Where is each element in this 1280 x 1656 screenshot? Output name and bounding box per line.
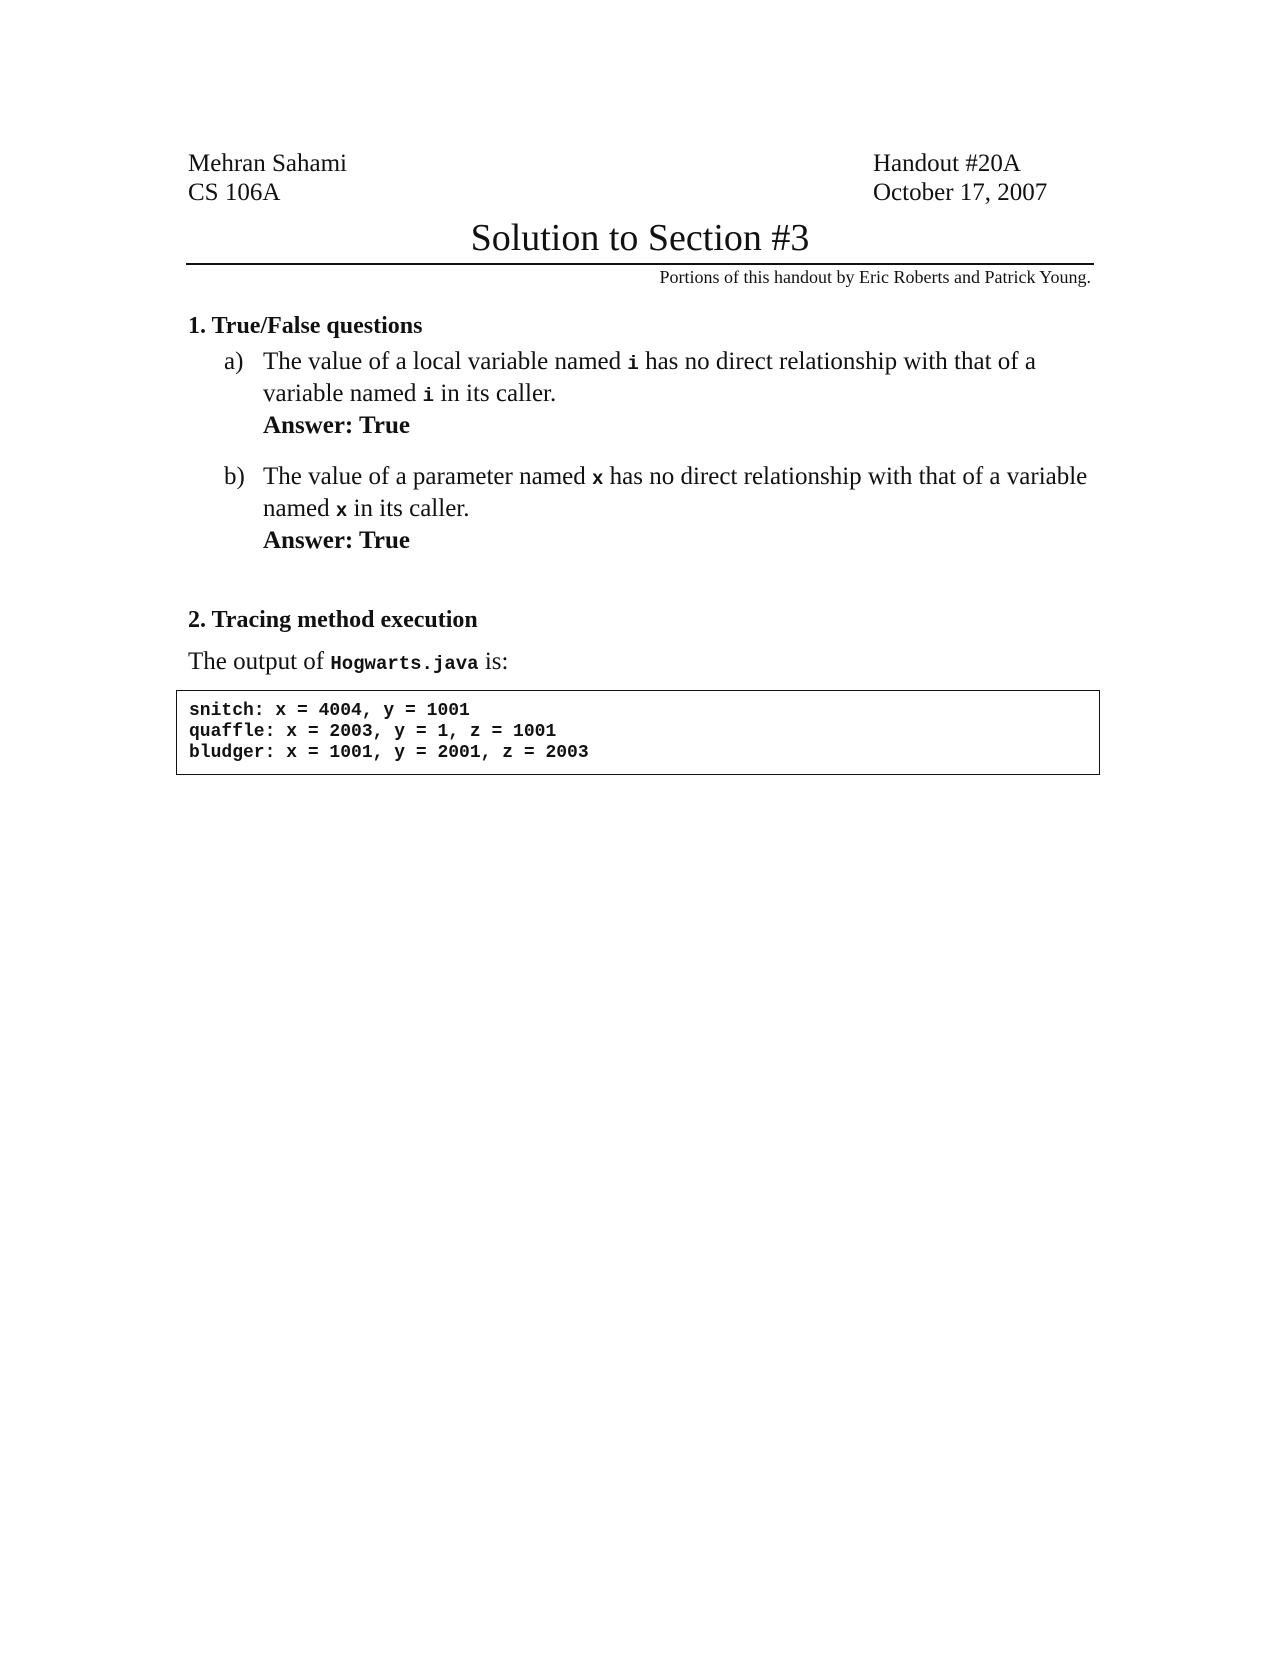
question-a-marker: a)	[224, 348, 244, 375]
question-a-text-3: in its caller.	[434, 380, 557, 407]
question-b-answer: Answer: True	[263, 527, 410, 554]
question-b-marker: b)	[224, 463, 245, 490]
output-intro-text-1: The output of	[188, 648, 331, 675]
handout-number: Handout #20A	[873, 150, 1021, 177]
question-a-answer: Answer: True	[263, 412, 410, 439]
question-b-code-1: x	[592, 468, 604, 490]
output-intro-text-2: is:	[478, 648, 509, 675]
program-output-box	[176, 690, 1100, 775]
question-a-code-1: i	[627, 353, 639, 375]
section-1-heading: 1. True/False questions	[188, 313, 423, 339]
header-left	[188, 149, 347, 207]
output-intro	[188, 647, 508, 679]
output-line-bludger: bludger: x = 1001, y = 2001, z = 2003	[189, 743, 589, 763]
question-a-body	[263, 347, 1103, 440]
title-rule	[186, 263, 1094, 265]
question-b-text-3: in its caller.	[347, 495, 470, 522]
author-name: Mehran Sahami	[188, 150, 347, 177]
question-b-text-2: has no direct relationship with that of a variable named	[263, 463, 1088, 522]
course-code: CS 106A	[188, 179, 281, 206]
output-line-snitch: snitch: x = 4004, y = 1001	[189, 701, 470, 721]
handout-date: October 17, 2007	[873, 179, 1048, 206]
output-line-quaffle: quaffle: x = 2003, y = 1, z = 1001	[189, 722, 557, 742]
question-b-text-1: The value of a parameter named	[263, 463, 592, 490]
question-a-text-1: The value of a local variable named	[263, 348, 628, 375]
credits-line: Portions of this handout by Eric Roberts and Patrick Young.	[659, 267, 1091, 287]
header-right	[873, 149, 1047, 207]
section-2-heading: 2. Tracing method execution	[188, 607, 478, 633]
question-a-text-2: has no direct relationship with that of a variable named	[263, 348, 1036, 407]
page-title: Solution to Section #3	[470, 217, 810, 259]
output-intro-filename: Hogwarts.java	[330, 653, 479, 675]
question-b-body	[263, 462, 1103, 555]
question-a-code-2: i	[422, 385, 435, 407]
question-b-code-2: x	[335, 500, 348, 522]
